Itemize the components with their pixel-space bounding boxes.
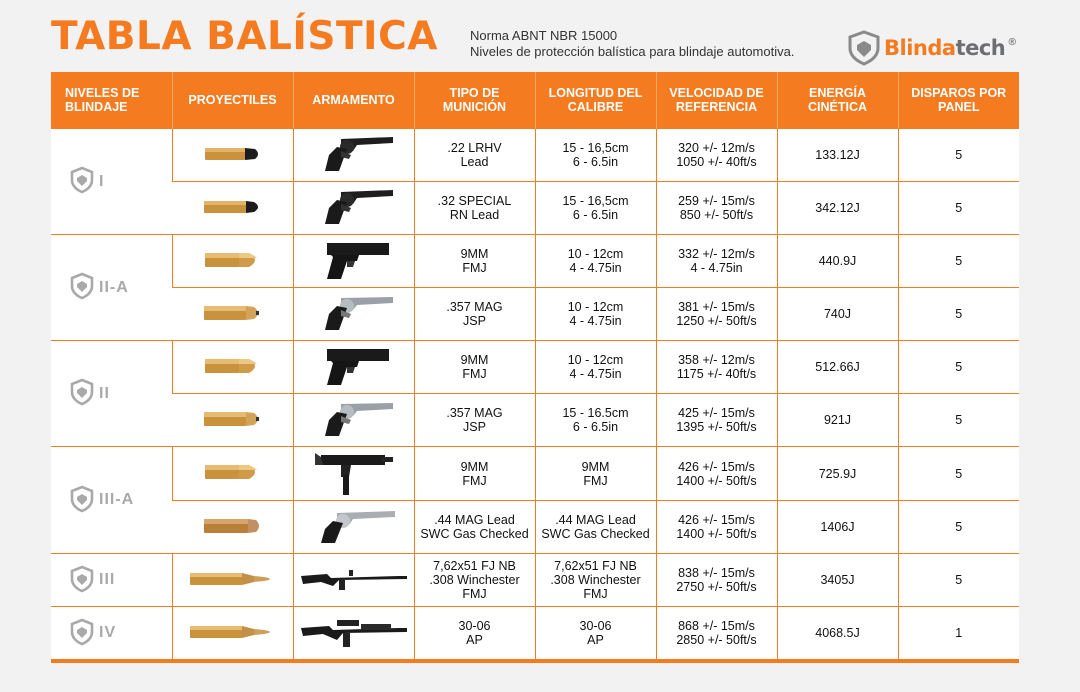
col-tipo-municion: TIPO DE MUNICIÓN — [414, 72, 535, 129]
ammo-cell: 9MM FMJ — [414, 235, 535, 288]
level-label: III-A — [99, 491, 135, 508]
velocity-cell: 332 +/- 12m/s 4 - 4.75in — [656, 235, 777, 288]
shield-logo-icon — [846, 30, 882, 66]
bullet-9mm-icon — [175, 462, 291, 485]
shots-cell: 5 — [898, 235, 1019, 288]
shots-cell: 1 — [898, 607, 1019, 662]
header-row — [51, 72, 1019, 129]
ballistic-table — [51, 72, 1019, 663]
level-label: IV — [99, 624, 117, 641]
col-velocidad: VELOCIDAD DE REFERENCIA — [656, 72, 777, 129]
velocity-cell: 358 +/- 12m/s 1175 +/- 40ft/s — [656, 341, 777, 394]
velocity-cell: 381 +/- 15m/s 1250 +/- 50ft/s — [656, 288, 777, 341]
weapon-cell — [293, 129, 414, 182]
caliber-cell: 15 - 16,5cm 6 - 6.5in — [535, 182, 656, 235]
brand-name: Blindatech ® — [884, 36, 1017, 60]
table-row — [51, 501, 1019, 554]
energy-cell: 512.66J — [777, 341, 898, 394]
shots-cell: 5 — [898, 341, 1019, 394]
page-title: TABLA BALÍSTICA — [51, 14, 438, 59]
col-niveles: NIVELES DE BLINDAJE — [51, 72, 172, 129]
level-label: II — [99, 384, 110, 402]
energy-cell: 725.9J — [777, 447, 898, 501]
energy-cell: 342.12J — [777, 182, 898, 235]
shield-icon — [69, 485, 95, 516]
caliber-cell: 10 - 12cm 4 - 4.75in — [535, 341, 656, 394]
shots-cell: 5 — [898, 288, 1019, 341]
ammo-cell: .22 LRHV Lead — [414, 129, 535, 182]
bullet-357-icon — [174, 409, 291, 432]
magnum-revolver-icon — [296, 290, 412, 339]
velocity-cell: 320 +/- 12m/s 1050 +/- 40ft/s — [656, 129, 777, 182]
projectile-cell — [172, 394, 293, 447]
projectile-cell — [172, 288, 293, 341]
weapon-cell — [293, 554, 414, 607]
projectile-cell — [172, 235, 293, 288]
level-label: II-A — [99, 278, 129, 296]
bullet-22-icon — [175, 145, 291, 166]
caliber-cell: 9MM FMJ — [535, 447, 656, 501]
projectile-cell — [172, 447, 293, 501]
bullet-357-icon — [174, 303, 291, 326]
submachine-gun-icon — [296, 447, 412, 500]
level-label: I — [99, 172, 105, 190]
ammo-cell: .32 SPECIAL RN Lead — [414, 182, 535, 235]
col-proyectiles: PROYECTILES — [172, 72, 293, 129]
shield-icon — [69, 272, 95, 303]
energy-cell: 4068.5J — [777, 607, 898, 662]
col-disparos: DISPAROS POR PANEL — [898, 72, 1019, 129]
ammo-cell: 7,62x51 FJ NB .308 Winchester FMJ — [414, 554, 535, 607]
norm-label: Norma ABNT NBR 15000 — [470, 28, 618, 43]
weapon-cell — [293, 607, 414, 662]
projectile-cell — [172, 129, 293, 182]
ammo-cell: 30-06 AP — [414, 607, 535, 662]
energy-cell: 133.12J — [777, 129, 898, 182]
col-longitud: LONGITUD DEL CALIBRE — [535, 72, 656, 129]
caliber-cell: 7,62x51 FJ NB .308 Winchester FMJ — [535, 554, 656, 607]
weapon-cell — [293, 394, 414, 447]
weapon-cell — [293, 501, 414, 554]
shield-icon — [69, 618, 95, 649]
bullet-32-icon — [174, 198, 291, 219]
bullet-9mm-icon — [175, 250, 291, 273]
pistol-icon — [296, 343, 412, 392]
shots-cell: 5 — [898, 447, 1019, 501]
table-row — [51, 447, 1019, 501]
revolver-icon — [296, 184, 412, 233]
energy-cell: 921J — [777, 394, 898, 447]
energy-cell: 1406J — [777, 501, 898, 554]
level-cell — [51, 129, 172, 235]
velocity-cell: 426 +/- 15m/s 1400 +/- 50ft/s — [656, 501, 777, 554]
table-row — [51, 554, 1019, 607]
pistol-icon — [296, 237, 412, 286]
table-row — [51, 182, 1019, 235]
caliber-cell: 10 - 12cm 4 - 4.75in — [535, 288, 656, 341]
shield-icon — [69, 565, 95, 596]
weapon-cell — [293, 235, 414, 288]
level-cell — [51, 341, 172, 447]
weapon-cell — [293, 182, 414, 235]
velocity-cell: 868 +/- 15m/s 2850 +/- 50ft/s — [656, 607, 777, 662]
shots-cell: 5 — [898, 182, 1019, 235]
page-subtitle — [470, 28, 794, 60]
table-row — [51, 607, 1019, 662]
col-armamento: ARMAMENTO — [293, 72, 414, 129]
energy-cell: 740J — [777, 288, 898, 341]
projectile-cell — [172, 341, 293, 394]
ammo-cell: .44 MAG Lead SWC Gas Checked — [414, 501, 535, 554]
table-row — [51, 129, 1019, 182]
shots-cell: 5 — [898, 501, 1019, 554]
weapon-cell — [293, 341, 414, 394]
velocity-cell: 426 +/- 15m/s 1400 +/- 50ft/s — [656, 447, 777, 501]
energy-cell: 440.9J — [777, 235, 898, 288]
projectile-cell — [172, 607, 293, 662]
shield-icon — [69, 166, 95, 197]
shield-icon — [69, 378, 95, 409]
table-row — [51, 394, 1019, 447]
caliber-cell: 30-06 AP — [535, 607, 656, 662]
level-cell — [51, 235, 172, 341]
level-cell — [51, 607, 172, 662]
ammo-cell: .357 MAG JSP — [414, 394, 535, 447]
ammo-cell: 9MM FMJ — [414, 341, 535, 394]
description-label: Niveles de protección balística para blindaje automotiva. — [470, 44, 795, 59]
velocity-cell: 838 +/- 15m/s 2750 +/- 50ft/s — [656, 554, 777, 607]
weapon-cell — [293, 288, 414, 341]
level-label: III — [99, 571, 116, 588]
caliber-cell: 15 - 16.5cm 6 - 6.5in — [535, 394, 656, 447]
velocity-cell: 259 +/- 15m/s 850 +/- 50ft/s — [656, 182, 777, 235]
weapon-cell — [293, 447, 414, 501]
ammo-cell: 9MM FMJ — [414, 447, 535, 501]
velocity-cell: 425 +/- 15m/s 1395 +/- 50ft/s — [656, 394, 777, 447]
projectile-cell — [172, 554, 293, 607]
revolver-icon — [296, 131, 412, 180]
bullet-9mm-icon — [175, 356, 291, 379]
rifle-cartridge-icon — [175, 622, 291, 645]
caliber-cell: .44 MAG Lead SWC Gas Checked — [535, 501, 656, 554]
col-energia: ENERGÍA CINÉTICA — [777, 72, 898, 129]
caliber-cell: 10 - 12cm 4 - 4.75in — [535, 235, 656, 288]
projectile-cell — [172, 182, 293, 235]
rifle-icon — [296, 564, 412, 597]
brand-logo — [846, 28, 1017, 68]
table-row — [51, 341, 1019, 394]
magnum-revolver-icon — [296, 396, 412, 445]
level-cell — [51, 447, 172, 554]
shots-cell: 5 — [898, 554, 1019, 607]
shots-cell: 5 — [898, 129, 1019, 182]
table-row — [51, 235, 1019, 288]
caliber-cell: 15 - 16,5cm 6 - 6.5in — [535, 129, 656, 182]
shots-cell: 5 — [898, 394, 1019, 447]
level-cell — [51, 554, 172, 607]
assault-rifle-icon — [296, 612, 412, 655]
ammo-cell: .357 MAG JSP — [414, 288, 535, 341]
long-revolver-icon — [296, 503, 412, 552]
bullet-44-icon — [174, 516, 291, 539]
table-row — [51, 288, 1019, 341]
projectile-cell — [172, 501, 293, 554]
energy-cell: 3405J — [777, 554, 898, 607]
rifle-cartridge-icon — [175, 569, 291, 592]
